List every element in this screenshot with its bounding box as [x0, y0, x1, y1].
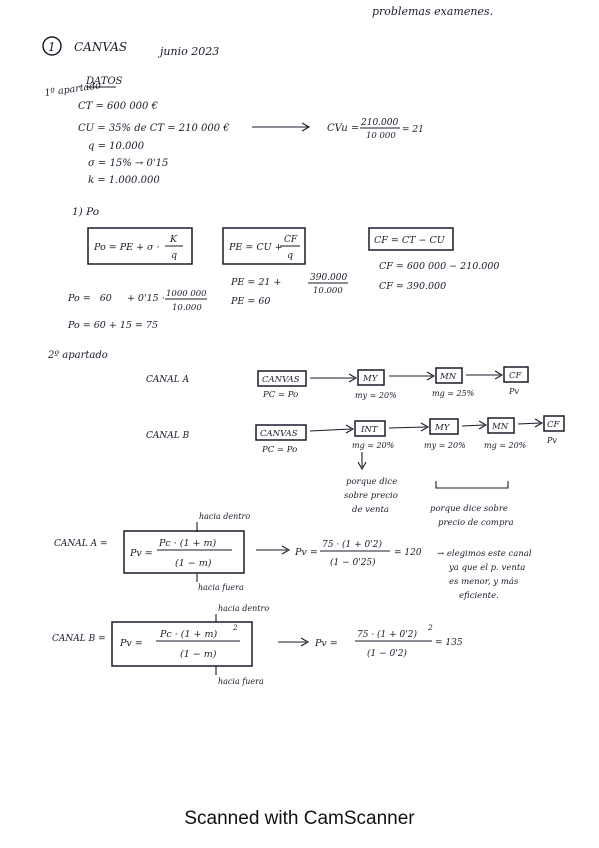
- po-line-num: 1000 000: [166, 289, 207, 299]
- canal-b-cf-sub: Pv: [547, 436, 557, 445]
- note-left-3: de venta: [352, 505, 389, 515]
- formula-b-below: hacia fuera: [218, 677, 264, 686]
- pe-formula-den: q: [287, 250, 294, 261]
- canal-b-int: INT: [361, 425, 378, 435]
- formula-a-lhs: Pv =: [130, 548, 153, 559]
- formula-a-comment-2: ya que el p. venta: [449, 563, 526, 573]
- po-formula-lhs: Po = PE + σ ·: [94, 242, 160, 253]
- formula-b-result-lhs: Pv =: [315, 638, 338, 649]
- datos-sigma: σ = 15% → 0'15: [88, 158, 169, 169]
- datos-cu: CU = 35% de CT = 210 000 €: [78, 123, 230, 134]
- cvu-den: 10 000: [366, 131, 396, 141]
- canal-a-mn: MN: [440, 372, 457, 382]
- cvu-num: 210.000: [361, 118, 399, 128]
- arrow-line: [462, 425, 484, 426]
- title-date: junio 2023: [160, 45, 220, 58]
- formula-a-comment-3: es menor, y más: [449, 577, 519, 587]
- note-right-2: precio de compra: [438, 518, 514, 528]
- canal-a-cf: CF: [509, 371, 522, 381]
- formula-a-num: Pc · (1 + m): [159, 538, 217, 549]
- note-right-1: porque dice sobre: [430, 504, 508, 514]
- arrow-line: [389, 427, 426, 428]
- formula-b-num-exp: 2: [233, 623, 238, 632]
- canal-b-mn-margin: mg = 20%: [484, 441, 527, 450]
- formula-a-comment-4: eficiente.: [459, 591, 499, 601]
- po-formula-num: K: [170, 234, 178, 245]
- arrow-line: [310, 429, 351, 431]
- note-left-1: porque dice: [346, 477, 398, 487]
- pe-formula-lhs: PE = CU +: [229, 242, 283, 253]
- formula-b-lhs: Pv =: [120, 638, 143, 649]
- canal-a-label: CANAL A: [146, 375, 190, 385]
- pe-line-num: 390.000: [310, 273, 348, 283]
- note-right-bracket: [436, 481, 508, 488]
- formula-b-result-exp: 2: [428, 623, 433, 632]
- canal-a-my-margin: my = 20%: [355, 391, 397, 400]
- datos-ct: CT = 600 000 €: [78, 101, 158, 112]
- datos-q: q = 10.000: [88, 141, 145, 152]
- formula-b-result-num: 75 · (1 + 0'2): [357, 630, 417, 640]
- canal-b-canvas: CANVAS: [260, 429, 298, 439]
- canal-b-label: CANAL B: [146, 431, 190, 441]
- pe-line-lhs: PE = 21 +: [231, 277, 282, 288]
- formula-a-comment-1: → elegimos este canal: [437, 549, 532, 559]
- datos-heading: DATOS: [86, 76, 123, 87]
- pe-formula-num: CF: [284, 235, 298, 245]
- title-name: CANVAS: [74, 40, 128, 54]
- formula-b-num: Pc · (1 + m): [160, 629, 218, 640]
- header-note: problemas examenes.: [372, 5, 494, 18]
- po-line-lhs: Po = 60 + 0'15 ·: [68, 293, 165, 304]
- note-left-2: sobre precio: [344, 491, 398, 501]
- formula-a-result-value: = 120: [394, 548, 422, 558]
- canal-b-int-margin: mg = 20%: [352, 441, 395, 450]
- canal-a-canvas: CANVAS: [262, 375, 300, 385]
- datos-k: k = 1.000.000: [88, 175, 160, 186]
- canal-b-my: MY: [435, 423, 450, 433]
- title-number: 1: [48, 40, 56, 54]
- canal-b-mn: MN: [492, 422, 509, 432]
- po-result: Po = 60 + 15 = 75: [68, 320, 158, 331]
- formula-a-above: hacia dentro: [199, 512, 251, 521]
- formula-a-result-den: (1 − 0'25): [330, 558, 376, 568]
- arrow-line: [518, 423, 540, 424]
- canal-b-cf: CF: [547, 420, 560, 430]
- formula-b-result-den: (1 − 0'2): [367, 649, 407, 659]
- canal-a-cf-sub: Pv: [509, 387, 519, 396]
- formula-a-result-num: 75 · (1 + 0'2): [322, 540, 382, 550]
- formula-a-below: hacia fuera: [198, 583, 244, 592]
- formula-b-above: hacia dentro: [218, 604, 270, 613]
- formula-a-result-lhs: Pv =: [295, 547, 318, 558]
- cf-line1: CF = 600 000 − 210.000: [379, 261, 500, 272]
- formula-a-label: CANAL A =: [54, 539, 108, 549]
- canal-b-pc: PC = Po: [262, 445, 298, 455]
- po-formula-den: q: [171, 250, 178, 261]
- canal-a-my: MY: [363, 374, 378, 384]
- section2-heading: 2º apartado: [48, 350, 108, 361]
- formula-b-result-value: = 135: [435, 638, 463, 648]
- formula-b-label: CANAL B =: [52, 634, 106, 644]
- cvu-value: = 21: [402, 125, 424, 135]
- po-line-den: 10.000: [172, 303, 202, 313]
- step1-label: 1) Po: [72, 206, 100, 218]
- pe-result: PE = 60: [231, 296, 271, 307]
- canal-b-my-margin: my = 20%: [424, 441, 466, 450]
- cf-line2: CF = 390.000: [379, 281, 447, 292]
- scanner-watermark: Scanned with CamScanner: [184, 808, 415, 829]
- canal-a-pc: PC = Po: [263, 390, 299, 400]
- cf-formula: CF = CT − CU: [374, 235, 445, 246]
- section1-label: 1º apartado: [43, 80, 102, 99]
- pe-line-den: 10.000: [313, 286, 343, 296]
- formula-b-den: (1 − m): [180, 649, 217, 660]
- formula-a-den: (1 − m): [175, 558, 212, 569]
- cvu-lhs: CVu =: [327, 123, 360, 134]
- canal-a-mn-margin: mg = 25%: [432, 389, 475, 398]
